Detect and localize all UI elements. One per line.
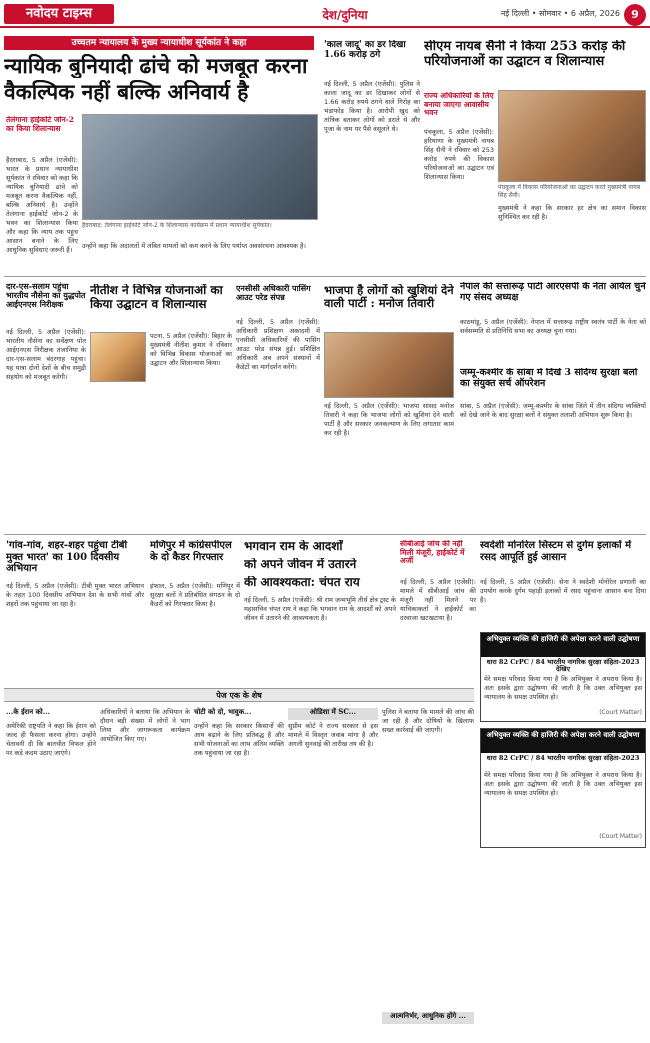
main-body: हैदराबाद, 5 अप्रैल (एजेंसी): भारत के प्रधान न्यायाधीश सूर्यकांत ने रविवार को कहा कि न्यायिक बुनियादी ढांचे को मजबूत करना वैकल्पिक नहीं, बल्कि अनिवार्य है। उन्होंने तेलंगाना हाईकोर्ट जोन-2 के भवन का शिलान्यास किया और कहा कि न्याय तक पहुंच आसान बनाने के लिए आधुनिक सुविधाएं जरूरी हैं। — [6, 156, 78, 254]
cbi-headline: सीबीआई जांच की नहीं मिली मंजूरी, हाईकोर्ट में अर्जी — [400, 540, 465, 566]
daresalaam-headline: दार-एस-सलाम पहुंचा भारतीय नौसेना का युद्धपोत आईएनएस निरीक्षक — [6, 282, 86, 310]
dateline: नई दिल्ली • सोमवार • 6 अप्रैल, 2026 — [500, 9, 620, 18]
main-headline-line2: वैकल्पिक नहीं बल्कि अनिवार्य है — [4, 80, 249, 104]
continued-col3-body: उन्होंने कहा कि सरकार किसानों की आय बढ़ाने के लिए प्रतिबद्ध है और सभी योजनाओं का लाभ अंतिम व्यक्ति तक पहुंचाया जा रहा है। — [194, 722, 284, 757]
continued-col5-body: पुलिस ने बताया कि मामले की जांच की जा रही है और दोषियों के खिलाफ सख्त कार्रवाई की जाएगी। — [382, 708, 474, 734]
manipur-headline: मणिपुर में कांग्रेसपीएल के दो कैडर गिरफ्तार — [150, 540, 232, 563]
nitish-photo — [90, 332, 146, 382]
gaon-headline: 'गांव-गांव, शहर-शहर पहुंचा टीबी मुक्त भारत' का 100 दिवसीय अभियान — [6, 540, 128, 574]
main-photo — [82, 114, 318, 220]
continued-col4-body: सुप्रीम कोर्ट ने राज्य सरकार से इस मामले में विस्तृत जवाब मांगा है और अगली सुनवाई की तारीख तय की है। — [288, 722, 378, 748]
bjp-photo — [324, 332, 454, 398]
ram-headline-line2: को अपने जीवन में उतारने — [244, 558, 357, 571]
ncc-headline: एनसीसी अधिकारी पासिंग आउट परेड संपन्न — [236, 284, 311, 303]
continued-col2-body: अधिकारियों ने बताया कि अभियान के दौरान बड़ी संख्या में लोगों ने भाग लिया और जागरूकता कार्यक्रम आयोजित किए गए। — [100, 708, 190, 743]
divider — [4, 276, 646, 277]
main-caption: हैदराबाद: तेलंगाना हाईकोर्ट जोन-2 के शिलान्यास कार्यक्रम में प्रधान न्यायाधीश सूर्यकांत। — [82, 222, 272, 229]
main-kicker: उच्चतम न्यायालय के मुख्य न्यायाधीश सूर्यकांत ने कहा — [4, 36, 314, 50]
continued-col4-title: ओडिशा में SC... — [288, 708, 378, 720]
gaon-body: नई दिल्ली, 5 अप्रैल (एजेंसी): टीबी मुक्त भारत अभियान के तहत 100 दिवसीय अभियान देश के सभी गांवों और शहरों तक पहुंचाया जा रहा है। — [6, 582, 144, 608]
continued-col1-title: ...के ईरान को... — [6, 707, 51, 716]
ncc-body: नई दिल्ली, 5 अप्रैल (एजेंसी): अधिकारी प्रशिक्षण अकादमी में एनसीसी अधिकारियों की पासिंग आउट परेड संपन्न हुई। प्रशिक्षित अधिकारी अब अपने संस्थानों में कैडेटों का मार्गदर्शन करेंगे। — [236, 318, 320, 371]
masthead-logo: नवोदय टाइम्स — [4, 4, 114, 24]
jk-body: सांबा, 5 अप्रैल (एजेंसी): जम्मू-कश्मीर के सांबा जिले में तीन संदिग्ध व्यक्तियों को देखे जाने के बाद सुरक्षा बलों ने संयुक्त तलाशी अभियान शुरू किया है। — [460, 402, 646, 419]
bjp-body: नई दिल्ली, 5 अप्रैल (एजेंसी): भाजपा सांसद मनोज तिवारी ने कहा कि भाजपा लोगों को खुशियां देने वाली पार्टी है और सरकार जनकल्याण के लिए लगातार काम कर रही है। — [324, 402, 454, 437]
nitish-body: पटना, 5 अप्रैल (एजेंसी): बिहार के मुख्यमंत्री नीतीश कुमार ने रविवार को विभिन्न विकास योजनाओं का उद्घाटन और शिलान्यास किया। — [150, 332, 232, 367]
notice-law: धारा 82 CrPC / 84 भारतीय नागरिक सुरक्षा संहिता-2023 — [486, 754, 640, 762]
nepal-headline: नेपाल की सत्तारूढ़ पार्टी आरएसपी के नेता आर्यल चुने गए संसद अध्यक्ष — [460, 282, 646, 303]
swadeshi-headline: स्वदेशी मोनोरेल सिस्टम से दुर्गम इलाकों में रसद आपूर्ति हुई आसान — [480, 540, 632, 563]
bjp-headline: भाजपा है लोगों को खुशियां देने वाली पार्टी : मनोज तिवारी — [324, 284, 454, 311]
saini-headline: सीएम नायब सैनी ने किया 253 करोड़ की परियोजनाओं का उद्घाटन व शिलान्यास — [424, 40, 626, 69]
court-notice-1 — [480, 632, 646, 722]
nitish-headline: नीतीश ने विभिन्न योजनाओं का किया उद्घाटन व शिलान्यास — [90, 284, 223, 311]
ram-body: नई दिल्ली, 5 अप्रैल (एजेंसी): श्री राम जन्मभूमि तीर्थ क्षेत्र ट्रस्ट के महासचिव चंपत राय ने कहा कि भगवान राम के आदर्शों को अपने जीवन में उतारने की आवश्यकता है। — [244, 596, 396, 622]
continued-band: पेज एक के शेष — [4, 688, 474, 702]
continued-col5-title: आत्मनिर्भर, आधुनिक होंगे ... — [382, 1012, 474, 1024]
kaljadu-body: नई दिल्ली, 5 अप्रैल (एजेंसी): पुलिस ने काला जादू का डर दिखाकर लोगों से 1.66 करोड़ रुपये ठगने वाले गिरोह का भंडाफोड़ किया है। आरोपी खुद को तांत्रिक बताकर लोगों को डराते थे और पूजा के नाम पर पैसे वसूलते थे। — [324, 80, 420, 133]
daresalaam-body: नई दिल्ली, 5 अप्रैल (एजेंसी): भारतीय नौसेना का सर्वेक्षण पोत आईएनएस निरीक्षक तंजानिया के दार-एस-सलाम बंदरगाह पहुंचा। यह यात्रा दोनों देशों के बीच समुद्री सहयोग को मजबूत करेगी। — [6, 328, 86, 381]
saini-body-2: मुख्यमंत्री ने कहा कि सरकार हर क्षेत्र का समान विकास सुनिश्चित कर रही है। — [498, 204, 646, 221]
notice-body: मेरे समक्ष परिवाद किया गया है कि अभियुक्त ने अपराध किया है। अतः इसके द्वारा उद्घोषणा की जाती है कि उक्त अभियुक्त इस न्यायालय के समक्ष उपस्थित हो। — [484, 771, 642, 797]
saini-body: पंचकूला, 5 अप्रैल (एजेंसी): हरियाणा के मुख्यमंत्री नायब सिंह सैनी ने रविवार को 253 करोड़ रुपये की विकास परियोजनाओं का उद्घाटन एवं शिलान्यास किया। — [424, 128, 494, 181]
notice-footer: (Court Matter) — [599, 709, 642, 716]
saini-caption: पंचकूला में विकास परियोजनाओं का उद्घाटन करते मुख्यमंत्री नायब सिंह सैनी। — [498, 184, 641, 199]
continued-col1-body: अमेरिकी राष्ट्रपति ने कहा कि ईरान को जल्द ही फैसला करना होगा। उन्होंने चेतावनी दी कि बातचीत विफल होने पर कड़े कदम उठाए जाएंगे। — [6, 722, 96, 757]
ram-headline-line1: भगवान राम के आदर्शों — [244, 540, 343, 553]
section-title: देश/दुनिया — [322, 8, 368, 22]
notice-law: धारा 82 CrPC / 84 भारतीय नागरिक सुरक्षा संहिता-2023 देखिए — [486, 658, 640, 674]
main-headline-line1: न्यायिक बुनियादी ढांचे को मजबूत करना — [4, 54, 308, 78]
main-body-2: उन्होंने कहा कि अदालतों में लंबित मामलों को कम करने के लिए पर्याप्त अवसंरचना आवश्यक है। — [82, 242, 306, 250]
continued-col3-title: चोटी को दो, भावुक... — [194, 707, 252, 716]
kaljadu-headline: 'काल जादू' का डर दिखा 1.66 करोड़ ठगे — [324, 40, 406, 61]
ram-headline-line3: की आवश्यकता: चंपत राय — [244, 576, 360, 589]
saini-photo — [498, 90, 646, 182]
manipur-body: इंफाल, 5 अप्रैल (एजेंसी): मणिपुर में सुरक्षा बलों ने प्रतिबंधित संगठन के दो कैडरों को गिरफ्तार किया है। — [150, 582, 240, 608]
main-side-label: तेलंगाना हाईकोर्ट जोन-2 का किया शिलान्यास — [6, 116, 74, 133]
swadeshi-body: नई दिल्ली, 5 अप्रैल (एजेंसी): सेना ने स्वदेशी मोनोरेल प्रणाली का उपयोग करके दुर्गम पहाड़ी इलाकों में रसद पहुंचाना आसान बना दिया है। — [480, 578, 646, 604]
saini-subhead: राज्य अधिकारियों के लिए बनाया जाएगा आवासीय भवन — [424, 92, 494, 118]
notice-title: अभियुक्त व्यक्ति की हाजिरी की अपेक्षा करने वाली उद्घोषणा — [481, 729, 645, 753]
nepal-body: काठमांडू, 5 अप्रैल (एजेंसी): नेपाल में सत्तारूढ़ राष्ट्रीय स्वतंत्र पार्टी के नेता को सर्वसम्मति से प्रतिनिधि सभा का अध्यक्ष चुना गया। — [460, 318, 646, 335]
notice-body: मेरे समक्ष परिवाद किया गया है कि अभियुक्त ने अपराध किया है। अतः इसके द्वारा उद्घोषणा की जाती है कि उक्त अभियुक्त इस न्यायालय के समक्ष उपस्थित हो। — [484, 675, 642, 701]
cbi-body: नई दिल्ली, 5 अप्रैल (एजेंसी): मामले में सीबीआई जांच की मंजूरी नहीं मिलने पर याचिकाकर्ता ने हाईकोर्ट का दरवाजा खटखटाया है। — [400, 578, 476, 622]
court-notice-2 — [480, 728, 646, 848]
notice-title: अभियुक्त व्यक्ति की हाजिरी की अपेक्षा करने वाली उद्घोषणा — [481, 633, 645, 657]
page-number: 9 — [624, 4, 646, 26]
notice-footer: (Court Matter) — [599, 833, 642, 840]
jk-headline: जम्मू-कश्मीर के सांबा में दिखे 3 संदिग्ध सुरक्षा बलों का संयुक्त सर्च ऑपरेशन — [460, 368, 638, 389]
divider — [4, 534, 646, 535]
